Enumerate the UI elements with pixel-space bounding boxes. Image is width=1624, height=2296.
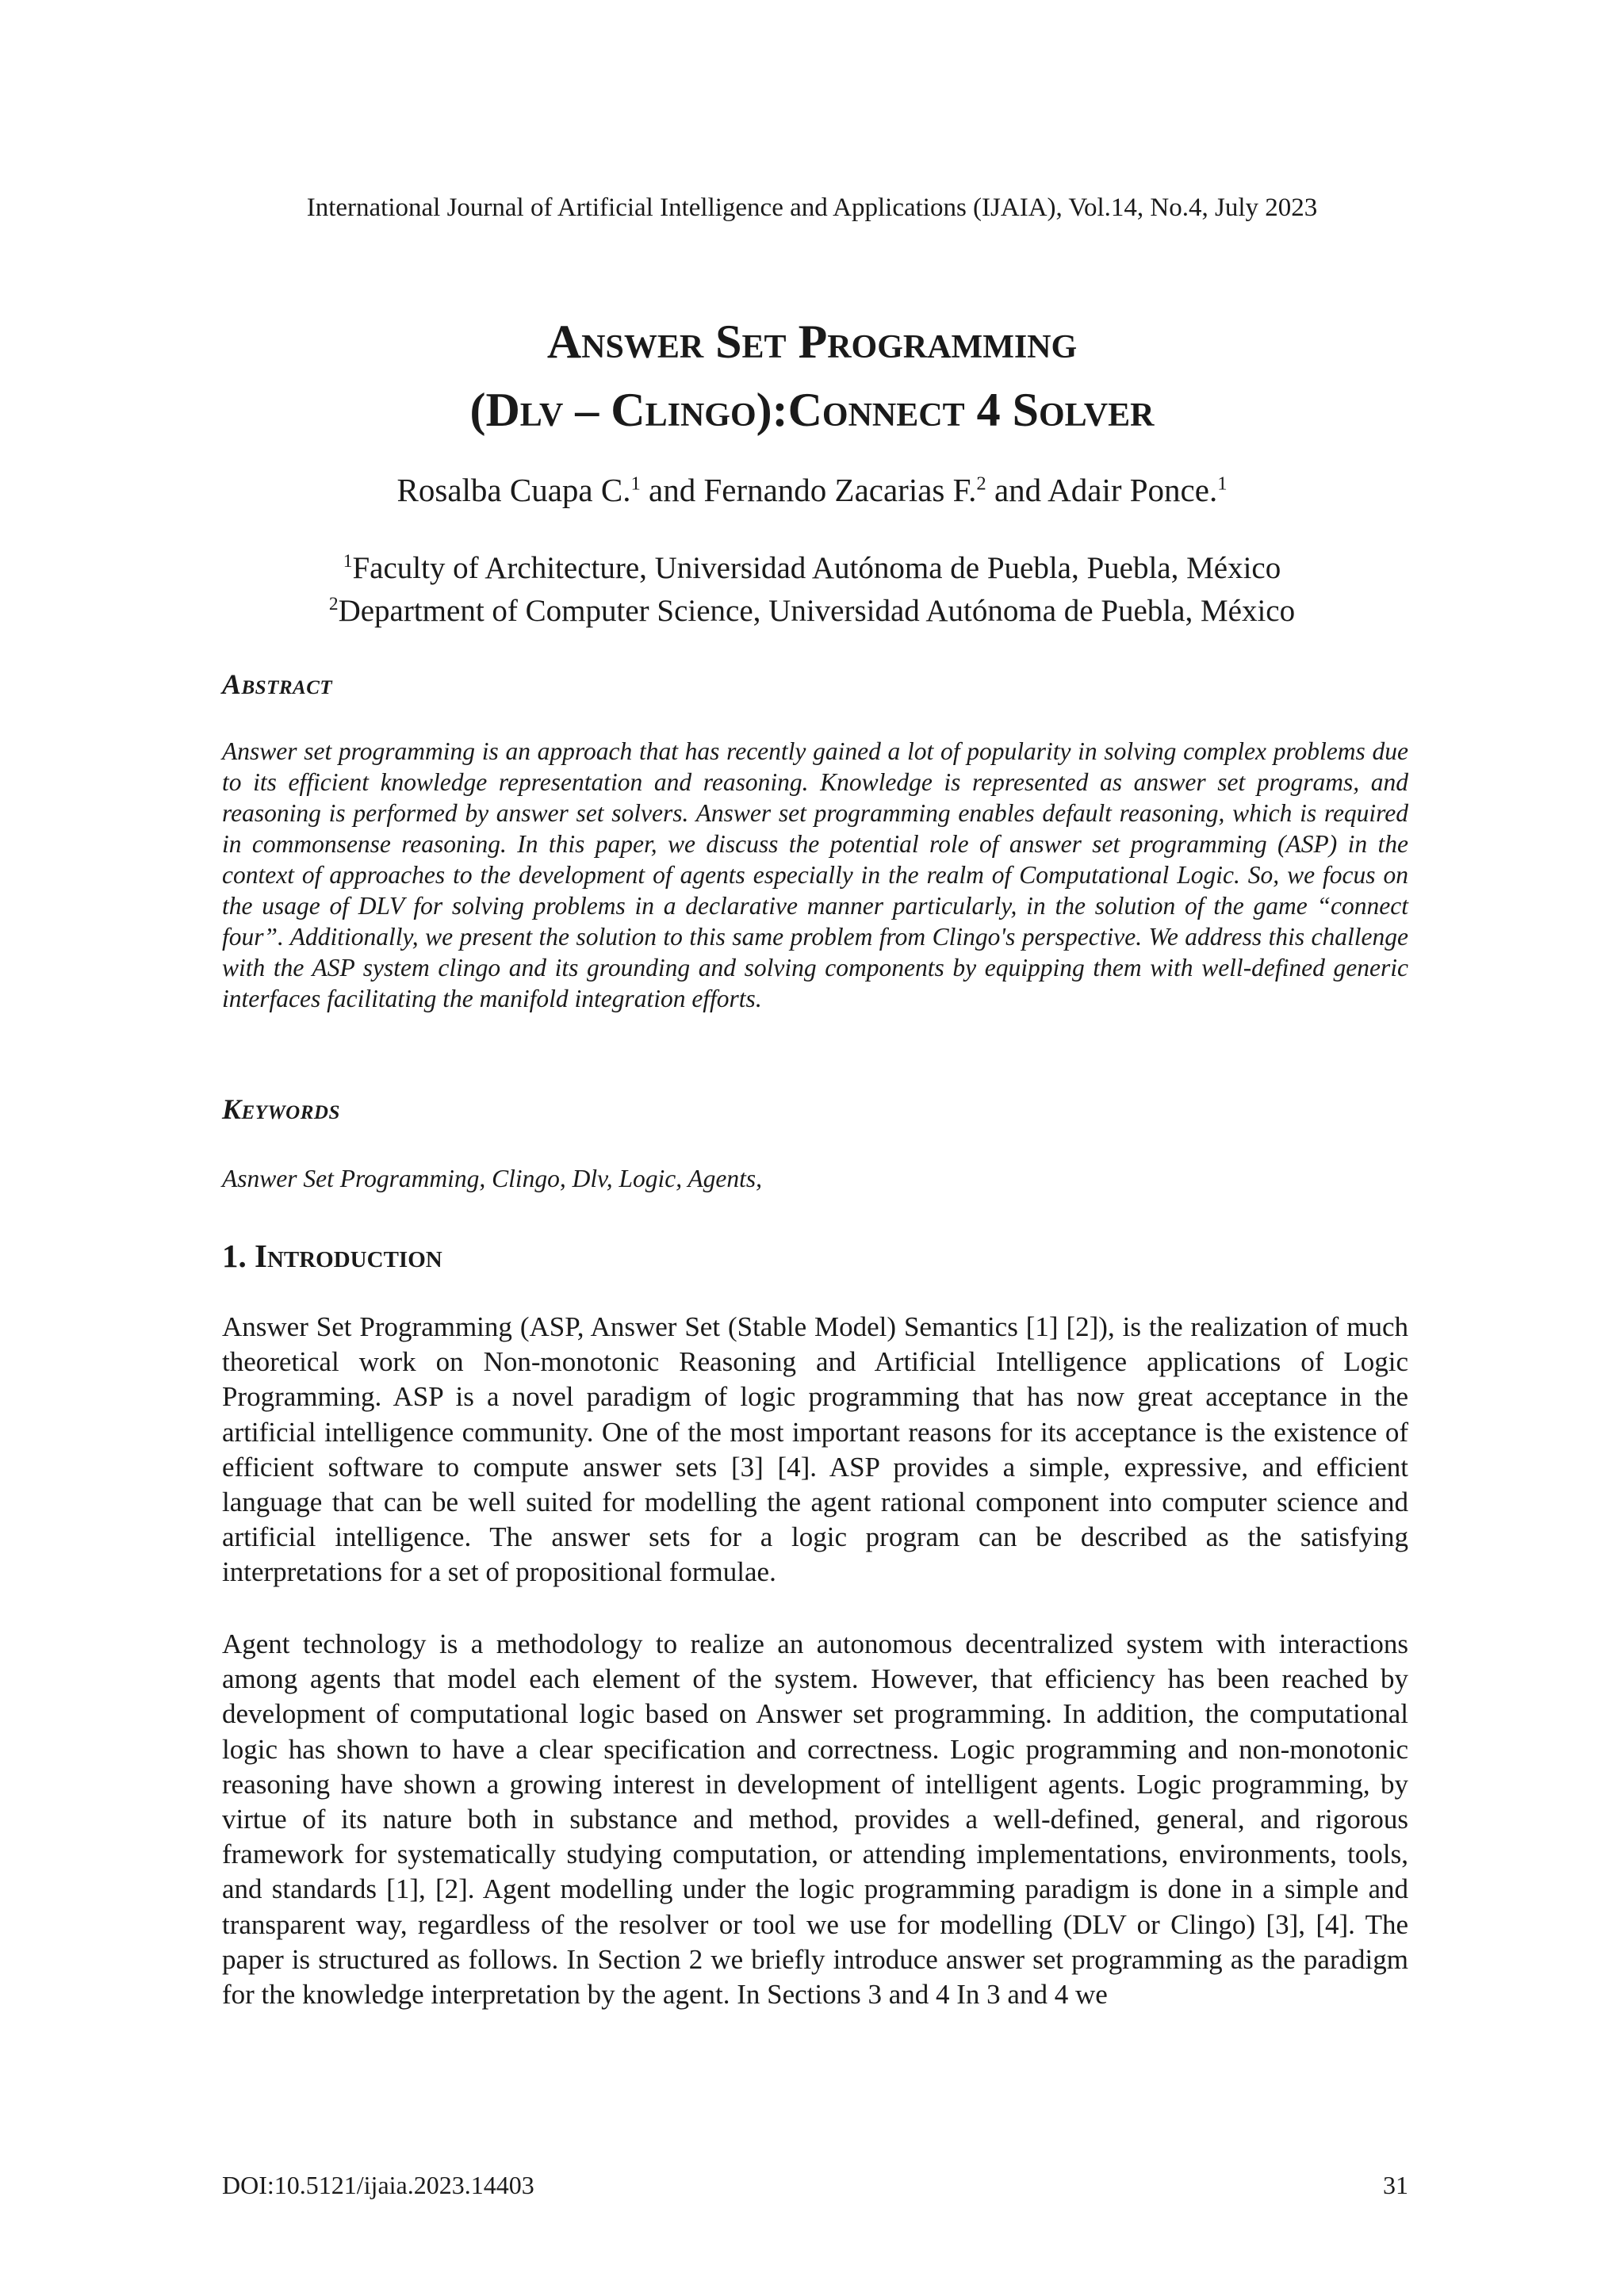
affiliation-1: $^1$Faculty of Architecture, Universidad Autónoma de Puebla, Puebla, México (343, 550, 1281, 585)
author-1: Rosalba Cuapa C. (396, 472, 631, 508)
author-2-affil: 2 (976, 473, 986, 495)
affiliation-2: $^2$Department of Computer Science, Universidad Autónoma de Puebla, México (328, 593, 1296, 628)
introduction-heading: 1. Introduction (222, 1238, 442, 1274)
author-3: and Adair Ponce. (986, 472, 1218, 508)
journal-header: International Journal of Artificial Intelligence and Applications (IJAIA), Vol.14, No.4, July 2023 (306, 193, 1318, 222)
footer-doi: DOI:10.5121/ijaia.2023.14403 (222, 2171, 534, 2199)
keywords-heading: Keywords (222, 1093, 340, 1125)
introduction-paragraph-1: Answer Set Programming (ASP, Answer Set (Stable Model) Semantics [1] [2]), is the realization of much theoretical work on Non-monotonic Reasoning and Artificial Intelligence applications of Logic Programming. ASP is a novel paradigm of logic programming that has now great acceptance in the artificial intelligence community. One of the most important reasons for its acceptance is the existence of efficient software to compute answer sets [3] [4]. ASP provides a simple, expressive, and efficient language that can be well suited for modelling the agent rational component into computer science and artificial intelligence. The answer sets for a logic program can be described as the satisfying interpretations for a set of propositional formulae. (222, 1311, 1408, 1588)
page-number: 31 (1383, 2171, 1408, 2199)
keywords-text: Asnwer Set Programming, Clingo, Dlv, Logic, Agents, (222, 1165, 763, 1192)
affiliations (0, 547, 1624, 633)
author-2: and Fernando Zacarias F. (640, 472, 977, 508)
author-1-affil: 1 (630, 473, 641, 495)
author-3-affil: 1 (1217, 473, 1228, 495)
title-line-1: Answer Set Programming (546, 316, 1078, 368)
title-line-2: (Dlv – Clingo):Connect 4 Solver (469, 384, 1155, 436)
paper-title (0, 308, 1624, 444)
introduction-paragraph-2: Agent technology is a methodology to realize an autonomous decentralized system with interactions among agents that model each element of the system. However, that efficiency has been reached by development of computational logic based on Answer set programming. In addition, the computational logic has shown to have a clear specification and correctness. Logic programming and non-monotonic reasoning have shown a growing interest in development of intelligent agents. Logic programming, by virtue of its nature both in substance and method, provides a well-defined, general, and rigorous framework for systematically studying computation, or attending implementations, environments, tools, and standards [1], [2]. Agent modelling under the logic programming paradigm is done in a simple and transparent way, regardless of the resolver or tool we use for modelling (DLV or Clingo) [3], [4]. The paper is structured as follows. In Section 2 we briefly introduce answer set programming as the paradigm for the knowledge interpretation by the agent. In Sections 3 and 4 In 3 and 4 we (222, 1628, 1408, 2011)
abstract-text: Answer set programming is an approach that has recently gained a lot of popularity in solving complex problems due to its efficient knowledge representation and reasoning. Knowledge is represented as answer set programs, and reasoning is performed by answer set solvers. Answer set programming enables default reasoning, which is required in commonsense reasoning. In this paper, we discuss the potential role of answer set programming (ASP) in the context of approaches to the development of agents especially in the realm of Computational Logic. So, we focus on the usage of DLV for solving problems in a declarative manner particularly, in the solution of the game “connect four”. Additionally, we present the solution to this same problem from Clingo's perspective. We address this challenge with the ASP system clingo and its grounding and solving components by equipping them with well-defined generic interfaces facilitating the manifold integration efforts. (222, 737, 1408, 1012)
author-list (0, 471, 1624, 509)
abstract-heading: Abstract (222, 668, 333, 700)
